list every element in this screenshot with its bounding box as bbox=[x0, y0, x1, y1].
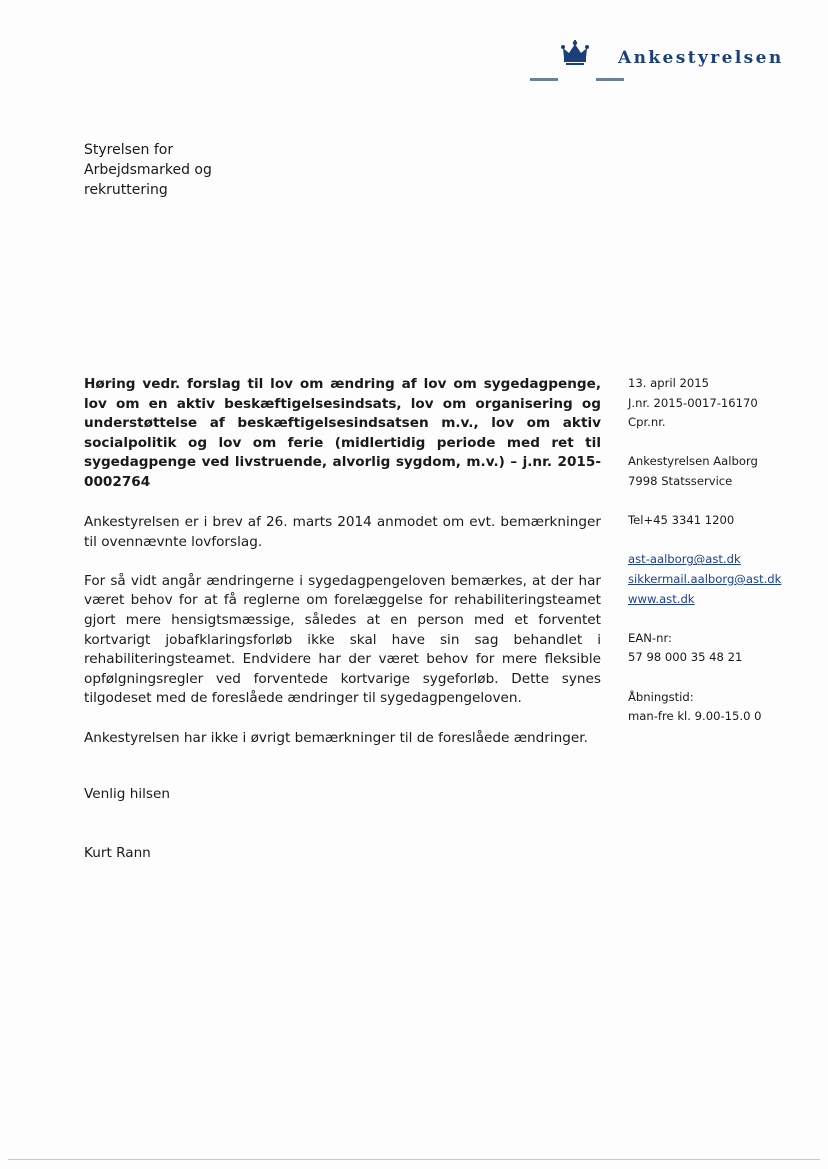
page-bottom-rule bbox=[8, 1159, 820, 1160]
phone-number: Tel+45 3341 1200 bbox=[628, 513, 735, 528]
ean-value: 57 98 000 35 48 21 bbox=[628, 650, 743, 665]
office-address: 7998 Statsservice bbox=[628, 473, 733, 488]
recipient-line: rekruttering bbox=[84, 182, 168, 198]
letter-body bbox=[84, 513, 601, 768]
cpr-number: Cpr.nr. bbox=[628, 415, 666, 430]
recipient-address bbox=[84, 140, 212, 200]
spacer bbox=[628, 531, 781, 551]
ankestyrelsen-logo bbox=[530, 38, 810, 88]
office-name: Ankestyrelsen Aalborg bbox=[628, 454, 758, 469]
closing-greeting: Venlig hilsen bbox=[84, 786, 170, 802]
letter-date: 13. april 2015 bbox=[628, 376, 709, 390]
letter-subject: Høring vedr. forslag til lov om ændring af lov om sygedagpenge, lov om en aktiv beskæftigelsesindsats, lov om organisering og understøttelse af beskæftigelsesindsatsen m.v., lov om aktiv socialpolitik og lov om ferie (midlertidig periode med ret til sygedagpenge ved livstruende, alvorlig sygdom, m.v.) – j.nr. 2015-0002764 bbox=[84, 376, 601, 490]
recipient-line: Arbejdsmarked og bbox=[84, 162, 212, 178]
spacer bbox=[628, 433, 781, 453]
logo-bar-left bbox=[530, 78, 558, 81]
opening-hours-value: man-fre kl. 9.00-15.0 0 bbox=[628, 709, 762, 724]
logo-bar-right bbox=[596, 78, 624, 81]
recipient-line: Styrelsen for bbox=[84, 142, 174, 158]
body-paragraph: Ankestyrelsen er i brev af 26. marts 2014 anmodet om evt. bemærkninger til ovennævnte lovforslag. bbox=[84, 514, 601, 550]
website-link[interactable]: www.ast.dk bbox=[628, 591, 695, 606]
secure-email-link[interactable]: sikkermail.aalborg@ast.dk bbox=[628, 571, 782, 586]
spacer bbox=[628, 609, 781, 629]
ean-label: EAN-nr: bbox=[628, 630, 672, 645]
sender-info-column bbox=[628, 374, 781, 727]
spacer bbox=[628, 492, 781, 512]
journal-number: J.nr. 2015-0017-16170 bbox=[628, 395, 758, 410]
spacer bbox=[628, 668, 781, 688]
signer-name: Kurt Rann bbox=[84, 845, 151, 861]
body-paragraph: For så vidt angår ændringerne i sygedagpengeloven bemærkes, at der har været behov for at få reglerne om forelæggelse for rehabiliteringsteamet gjort mere hensigtsmæssige, således at en person med et forventet kortvarigt jobafklaringsforløb ikke skal have sin sag behandlet i rehabiliteringsteamet. Endvidere har der været behov for mere fleksible opfølgningsregler ved forventede kortvarige sygeforløb. Dette synes tilgodeset med de foreslåede ændringer til sygedagpengeloven. bbox=[84, 572, 601, 707]
opening-hours-label: Åbningstid: bbox=[628, 689, 694, 704]
brand-name: Ankestyrelsen bbox=[618, 48, 784, 68]
crown-icon bbox=[560, 40, 590, 66]
body-paragraph: Ankestyrelsen har ikke i øvrigt bemærkninger til de foreslåede ændringer. bbox=[84, 729, 588, 746]
email-link[interactable]: ast-aalborg@ast.dk bbox=[628, 552, 741, 567]
